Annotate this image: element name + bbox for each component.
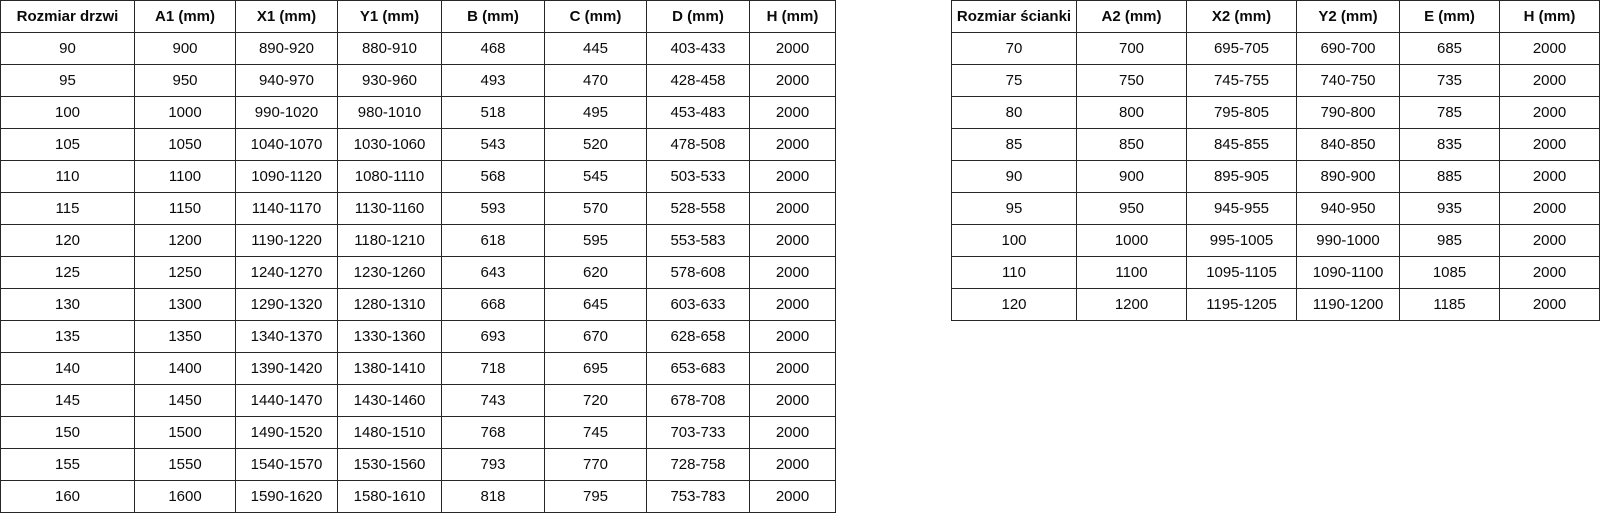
table-cell: 795-805 — [1187, 97, 1297, 129]
column-header: Rozmiar ścianki — [952, 1, 1077, 33]
table-cell: 1200 — [135, 225, 236, 257]
table-cell: 1130-1160 — [338, 193, 442, 225]
table-row — [1, 257, 836, 289]
table-cell: 2000 — [1500, 97, 1600, 129]
table-cell: 695-705 — [1187, 33, 1297, 65]
table-cell: 1580-1610 — [338, 481, 442, 513]
table-cell: 2000 — [1500, 65, 1600, 97]
table-cell: 145 — [1, 385, 135, 417]
table-cell: 1230-1260 — [338, 257, 442, 289]
table-row — [1, 129, 836, 161]
table-cell: 568 — [442, 161, 545, 193]
table-cell: 90 — [1, 33, 135, 65]
table-cell: 90 — [952, 161, 1077, 193]
table-cell: 895-905 — [1187, 161, 1297, 193]
table-cell: 1250 — [135, 257, 236, 289]
table-cell: 1390-1420 — [236, 353, 338, 385]
table-cell: 2000 — [750, 129, 836, 161]
table-cell: 695 — [545, 353, 647, 385]
table-cell: 1430-1460 — [338, 385, 442, 417]
table-cell: 2000 — [750, 193, 836, 225]
table-cell: 428-458 — [647, 65, 750, 97]
table-cell: 1190-1200 — [1297, 289, 1400, 321]
table-cell: 160 — [1, 481, 135, 513]
table-cell: 1100 — [1077, 257, 1187, 289]
table-cell: 1300 — [135, 289, 236, 321]
table-cell: 2000 — [750, 65, 836, 97]
table-cell: 2000 — [750, 353, 836, 385]
table-cell: 1540-1570 — [236, 449, 338, 481]
table-row — [1, 385, 836, 417]
table-row — [1, 417, 836, 449]
table-row — [1, 449, 836, 481]
table-cell: 80 — [952, 97, 1077, 129]
column-header: H (mm) — [1500, 1, 1600, 33]
table-row — [952, 289, 1600, 321]
table-cell: 1380-1410 — [338, 353, 442, 385]
table-cell: 545 — [545, 161, 647, 193]
table-cell: 2000 — [750, 33, 836, 65]
table-cell: 155 — [1, 449, 135, 481]
table-cell: 2000 — [1500, 33, 1600, 65]
table-cell: 1040-1070 — [236, 129, 338, 161]
table-cell: 2000 — [750, 257, 836, 289]
table-row — [952, 225, 1600, 257]
table-row — [1, 353, 836, 385]
table-cell: 1490-1520 — [236, 417, 338, 449]
table-cell: 880-910 — [338, 33, 442, 65]
header-row — [952, 1, 1600, 33]
table-cell: 678-708 — [647, 385, 750, 417]
column-header: H (mm) — [750, 1, 836, 33]
table-cell: 1480-1510 — [338, 417, 442, 449]
table-cell: 750 — [1077, 65, 1187, 97]
table-cell: 2000 — [1500, 225, 1600, 257]
table-cell: 105 — [1, 129, 135, 161]
table-cell: 2000 — [750, 481, 836, 513]
column-header: A2 (mm) — [1077, 1, 1187, 33]
table-cell: 2000 — [750, 417, 836, 449]
table-cell: 793 — [442, 449, 545, 481]
table-cell: 1180-1210 — [338, 225, 442, 257]
table-cell: 718 — [442, 353, 545, 385]
table-cell: 100 — [952, 225, 1077, 257]
table-cell: 603-633 — [647, 289, 750, 321]
table-cell: 1280-1310 — [338, 289, 442, 321]
table-cell: 850 — [1077, 129, 1187, 161]
table-cell: 75 — [952, 65, 1077, 97]
table-cell: 2000 — [1500, 289, 1600, 321]
table-cell: 520 — [545, 129, 647, 161]
table-cell: 995-1005 — [1187, 225, 1297, 257]
table-cell: 900 — [135, 33, 236, 65]
table-cell: 840-850 — [1297, 129, 1400, 161]
column-header: Y2 (mm) — [1297, 1, 1400, 33]
header-row — [1, 1, 836, 33]
table-cell: 685 — [1400, 33, 1500, 65]
table-cell: 1195-1205 — [1187, 289, 1297, 321]
table-cell: 470 — [545, 65, 647, 97]
table-cell: 1140-1170 — [236, 193, 338, 225]
table-cell: 453-483 — [647, 97, 750, 129]
table-cell: 2000 — [1500, 129, 1600, 161]
column-header: Y1 (mm) — [338, 1, 442, 33]
table-cell: 1000 — [1077, 225, 1187, 257]
table-cell: 2000 — [750, 97, 836, 129]
table-cell: 900 — [1077, 161, 1187, 193]
table-cell: 980-1010 — [338, 97, 442, 129]
table-cell: 768 — [442, 417, 545, 449]
table-cell: 503-533 — [647, 161, 750, 193]
table-cell: 2000 — [1500, 193, 1600, 225]
table-cell: 818 — [442, 481, 545, 513]
table-cell: 578-608 — [647, 257, 750, 289]
table-cell: 940-970 — [236, 65, 338, 97]
table-cell: 1550 — [135, 449, 236, 481]
table-cell: 693 — [442, 321, 545, 353]
table-cell: 493 — [442, 65, 545, 97]
table-cell: 1095-1105 — [1187, 257, 1297, 289]
table-cell: 468 — [442, 33, 545, 65]
table-row — [952, 65, 1600, 97]
table-row — [1, 289, 836, 321]
table-cell: 1080-1110 — [338, 161, 442, 193]
table-cell: 885 — [1400, 161, 1500, 193]
table-row — [1, 161, 836, 193]
table-row — [1, 65, 836, 97]
table-cell: 670 — [545, 321, 647, 353]
table-cell: 845-855 — [1187, 129, 1297, 161]
table-cell: 95 — [952, 193, 1077, 225]
table-cell: 595 — [545, 225, 647, 257]
table-row — [1, 97, 836, 129]
table-cell: 95 — [1, 65, 135, 97]
table-row — [952, 33, 1600, 65]
table-cell: 1050 — [135, 129, 236, 161]
table-cell: 1085 — [1400, 257, 1500, 289]
table-cell: 1530-1560 — [338, 449, 442, 481]
table-cell: 950 — [1077, 193, 1187, 225]
table-row — [952, 193, 1600, 225]
column-header: Rozmiar drzwi — [1, 1, 135, 33]
table-cell: 70 — [952, 33, 1077, 65]
table-cell: 1440-1470 — [236, 385, 338, 417]
table-cell: 930-960 — [338, 65, 442, 97]
table-cell: 785 — [1400, 97, 1500, 129]
table-cell: 120 — [1, 225, 135, 257]
wall-panel-size-table — [951, 0, 1600, 321]
table-cell: 1190-1220 — [236, 225, 338, 257]
table-cell: 1000 — [135, 97, 236, 129]
column-header: A1 (mm) — [135, 1, 236, 33]
table-cell: 1090-1120 — [236, 161, 338, 193]
table-cell: 478-508 — [647, 129, 750, 161]
table-row — [1, 193, 836, 225]
table-cell: 743 — [442, 385, 545, 417]
table-cell: 1090-1100 — [1297, 257, 1400, 289]
column-header: X2 (mm) — [1187, 1, 1297, 33]
table-cell: 1330-1360 — [338, 321, 442, 353]
table-cell: 570 — [545, 193, 647, 225]
table-cell: 100 — [1, 97, 135, 129]
table-cell: 1100 — [135, 161, 236, 193]
table-row — [952, 129, 1600, 161]
table-cell: 1200 — [1077, 289, 1187, 321]
table-row — [1, 481, 836, 513]
table-cell: 1150 — [135, 193, 236, 225]
table-cell: 703-733 — [647, 417, 750, 449]
table-cell: 790-800 — [1297, 97, 1400, 129]
table-cell: 690-700 — [1297, 33, 1400, 65]
table-row — [952, 97, 1600, 129]
table-cell: 728-758 — [647, 449, 750, 481]
table-cell: 835 — [1400, 129, 1500, 161]
table-cell: 735 — [1400, 65, 1500, 97]
table-cell: 140 — [1, 353, 135, 385]
column-header: C (mm) — [545, 1, 647, 33]
table-cell: 1185 — [1400, 289, 1500, 321]
table-cell: 1590-1620 — [236, 481, 338, 513]
table-cell: 130 — [1, 289, 135, 321]
column-header: E (mm) — [1400, 1, 1500, 33]
table-cell: 2000 — [1500, 257, 1600, 289]
table-cell: 445 — [545, 33, 647, 65]
table-cell: 2000 — [750, 289, 836, 321]
table-cell: 150 — [1, 417, 135, 449]
table-row — [952, 161, 1600, 193]
column-header: B (mm) — [442, 1, 545, 33]
table-cell: 618 — [442, 225, 545, 257]
table-cell: 2000 — [750, 225, 836, 257]
column-header: D (mm) — [647, 1, 750, 33]
table-cell: 720 — [545, 385, 647, 417]
table-cell: 543 — [442, 129, 545, 161]
table-cell: 1450 — [135, 385, 236, 417]
table-cell: 135 — [1, 321, 135, 353]
table-row — [1, 33, 836, 65]
table-cell: 935 — [1400, 193, 1500, 225]
table-cell: 2000 — [750, 449, 836, 481]
column-header: X1 (mm) — [236, 1, 338, 33]
table-cell: 518 — [442, 97, 545, 129]
table-cell: 110 — [1, 161, 135, 193]
table-cell: 800 — [1077, 97, 1187, 129]
table-cell: 653-683 — [647, 353, 750, 385]
table-cell: 1340-1370 — [236, 321, 338, 353]
table-cell: 890-900 — [1297, 161, 1400, 193]
table-cell: 593 — [442, 193, 545, 225]
table-cell: 628-658 — [647, 321, 750, 353]
table-cell: 795 — [545, 481, 647, 513]
table-cell: 85 — [952, 129, 1077, 161]
table-cell: 990-1000 — [1297, 225, 1400, 257]
table-cell: 2000 — [750, 321, 836, 353]
table-cell: 1350 — [135, 321, 236, 353]
table-cell: 890-920 — [236, 33, 338, 65]
table-cell: 2000 — [750, 161, 836, 193]
table-cell: 985 — [1400, 225, 1500, 257]
table-cell: 495 — [545, 97, 647, 129]
table-cell: 1240-1270 — [236, 257, 338, 289]
table-cell: 945-955 — [1187, 193, 1297, 225]
table-row — [1, 321, 836, 353]
table-cell: 528-558 — [647, 193, 750, 225]
table-row — [952, 257, 1600, 289]
table-cell: 125 — [1, 257, 135, 289]
table-cell: 120 — [952, 289, 1077, 321]
table-cell: 643 — [442, 257, 545, 289]
table-cell: 403-433 — [647, 33, 750, 65]
table-cell: 740-750 — [1297, 65, 1400, 97]
table-cell: 753-783 — [647, 481, 750, 513]
table-cell: 115 — [1, 193, 135, 225]
table-row — [1, 225, 836, 257]
table-cell: 745 — [545, 417, 647, 449]
table-cell: 553-583 — [647, 225, 750, 257]
table-cell: 645 — [545, 289, 647, 321]
table-cell: 2000 — [1500, 161, 1600, 193]
table-cell: 668 — [442, 289, 545, 321]
table-cell: 1500 — [135, 417, 236, 449]
table-cell: 2000 — [750, 385, 836, 417]
table-cell: 1030-1060 — [338, 129, 442, 161]
table-cell: 950 — [135, 65, 236, 97]
table-cell: 1400 — [135, 353, 236, 385]
table-cell: 1600 — [135, 481, 236, 513]
table-cell: 940-950 — [1297, 193, 1400, 225]
table-cell: 620 — [545, 257, 647, 289]
table-cell: 700 — [1077, 33, 1187, 65]
table-cell: 745-755 — [1187, 65, 1297, 97]
table-cell: 990-1020 — [236, 97, 338, 129]
table-cell: 110 — [952, 257, 1077, 289]
table-cell: 770 — [545, 449, 647, 481]
table-cell: 1290-1320 — [236, 289, 338, 321]
